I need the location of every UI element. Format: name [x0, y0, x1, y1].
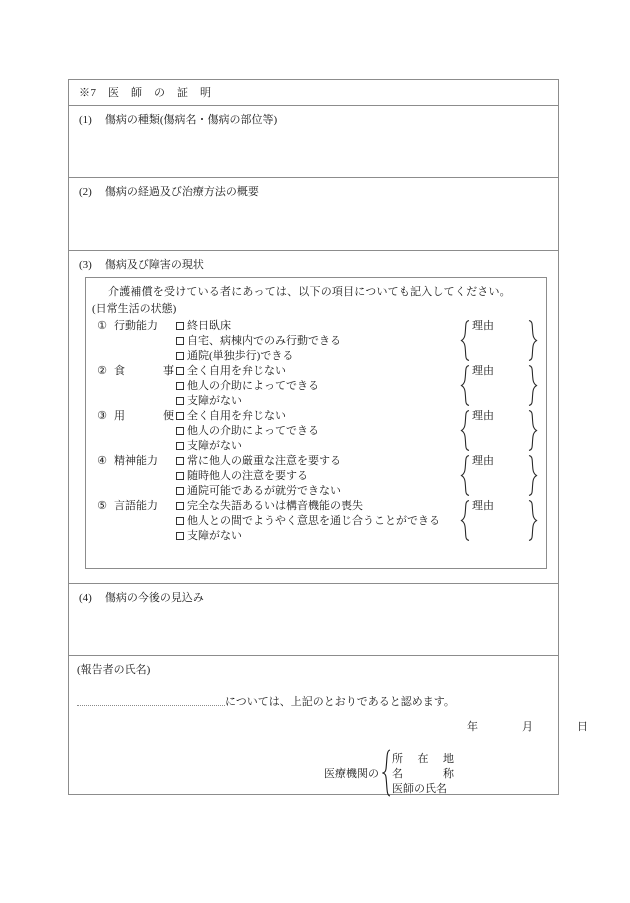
reporter-name-heading: (報告者の氏名) [77, 664, 151, 676]
checkbox-option-label: 自宅、病棟内でのみ行動できる [187, 335, 341, 347]
ability-name: 食 事 [114, 365, 174, 377]
checkbox-icon[interactable] [176, 502, 184, 510]
section-4-label: 傷病の今後の見込み [104, 592, 204, 604]
confirmation-statement [77, 694, 455, 709]
ability-index: ③ [97, 410, 107, 422]
checkbox-icon[interactable] [176, 532, 184, 540]
checkbox-option-label: 通院(単独歩行)できる [187, 350, 294, 362]
checkbox-option-label: 随時他人の注意を要する [187, 470, 308, 482]
section-3-number: (3) [79, 259, 92, 271]
section-1-label: 傷病の種類(傷病名・傷病の部位等) [104, 114, 278, 126]
ability-row [86, 319, 546, 364]
checkbox-icon[interactable] [176, 487, 184, 495]
daily-life-state-box [85, 277, 547, 569]
checkbox-icon[interactable] [176, 472, 184, 480]
confirmation-text: については、上記のとおりであると認めます。 [225, 696, 455, 708]
section-4-number: (4) [79, 592, 92, 604]
checkbox-option-label: 他人の介助によってできる [187, 380, 319, 392]
checkbox-option-label: 支障がない [187, 530, 242, 542]
checkbox-option-label: 支障がない [187, 440, 242, 452]
institution-brace-icon [382, 749, 391, 800]
ability-name: 言語能力 [114, 500, 158, 512]
checkbox-option-label: 終日臥床 [187, 320, 231, 332]
reason-field[interactable] [460, 409, 538, 452]
checkbox-icon[interactable] [176, 517, 184, 525]
section-2-header [69, 178, 558, 198]
reason-label: 理由 [472, 320, 494, 332]
checkbox-option-label: 支障がない [187, 395, 242, 407]
date-line[interactable]: 年 月 日 [467, 721, 588, 733]
section-3-header [69, 251, 558, 271]
ability-index: ① [97, 320, 107, 332]
checkbox-icon[interactable] [176, 367, 184, 375]
institution-field[interactable]: 医師の氏名 [392, 783, 447, 795]
checkbox-icon[interactable] [176, 337, 184, 345]
ability-index: ⑤ [97, 500, 107, 512]
section-1-header [69, 106, 558, 126]
section-2-label: 傷病の経過及び治療方法の概要 [104, 186, 259, 198]
checkbox-icon[interactable] [176, 322, 184, 330]
section-4-header [69, 584, 558, 604]
section-5-reporter [69, 656, 588, 795]
reason-label: 理由 [472, 365, 494, 377]
checkbox-option-label: 全く自用を弁じない [187, 365, 286, 377]
reason-field[interactable] [460, 454, 538, 497]
checkbox-option-label: 全く自用を弁じない [187, 410, 286, 422]
checkbox-option-label: 他人との間でようやく意思を通じ合うことができる [187, 515, 440, 527]
ability-row [86, 364, 546, 409]
institution-field[interactable]: 名 称 [392, 768, 454, 780]
care-compensation-instruction: 介護補償を受けている者にあっては、以下の項目についても記入してください。 [108, 286, 511, 298]
section-4-prognosis [69, 584, 558, 656]
ability-name: 行動能力 [114, 320, 158, 332]
reason-field[interactable] [460, 319, 538, 362]
checkbox-icon[interactable] [176, 352, 184, 360]
ability-assessment-list [86, 316, 546, 544]
reason-label: 理由 [472, 500, 494, 512]
medical-institution-block [324, 749, 454, 800]
reporter-name-blank[interactable] [77, 694, 225, 706]
checkbox-icon[interactable] [176, 397, 184, 405]
checkbox-option-label: 常に他人の厳重な注意を要する [187, 455, 341, 467]
reason-field[interactable] [460, 364, 538, 407]
section-3-current-condition [69, 251, 558, 584]
ability-name: 精神能力 [114, 455, 158, 467]
reason-field[interactable] [460, 499, 538, 542]
section-3-label: 傷病及び障害の現状 [104, 259, 204, 271]
checkbox-option-label: 通院可能であるが就労できない [187, 485, 341, 497]
institution-field[interactable]: 所 在 地 [392, 753, 454, 765]
ability-name: 用 便 [114, 410, 174, 422]
daily-life-state-label: (日常生活の状態) [92, 303, 177, 315]
form-title-row [69, 80, 558, 106]
checkbox-icon[interactable] [176, 427, 184, 435]
section-2-number: (2) [79, 186, 92, 198]
checkbox-icon[interactable] [176, 412, 184, 420]
reason-label: 理由 [472, 455, 494, 467]
section-1-number: (1) [79, 114, 92, 126]
checkbox-icon[interactable] [176, 457, 184, 465]
reason-label: 理由 [472, 410, 494, 422]
checkbox-icon[interactable] [176, 382, 184, 390]
ability-row [86, 499, 546, 544]
section-1-injury-type [69, 106, 558, 178]
checkbox-option-label: 他人の介助によってできる [187, 425, 319, 437]
institution-field-labels [392, 752, 454, 797]
ability-row [86, 454, 546, 499]
section-2-course-and-treatment [69, 178, 558, 251]
form-title: ※7 医 師 の 証 明 [79, 87, 212, 99]
checkbox-icon[interactable] [176, 442, 184, 450]
ability-index: ② [97, 365, 107, 377]
checkbox-option-label: 完全な失語あるいは構音機能の喪失 [187, 500, 363, 512]
ability-index: ④ [97, 455, 107, 467]
ability-row [86, 409, 546, 454]
medical-certificate-form [68, 79, 588, 795]
medical-institution-label: 医療機関の [324, 768, 379, 780]
